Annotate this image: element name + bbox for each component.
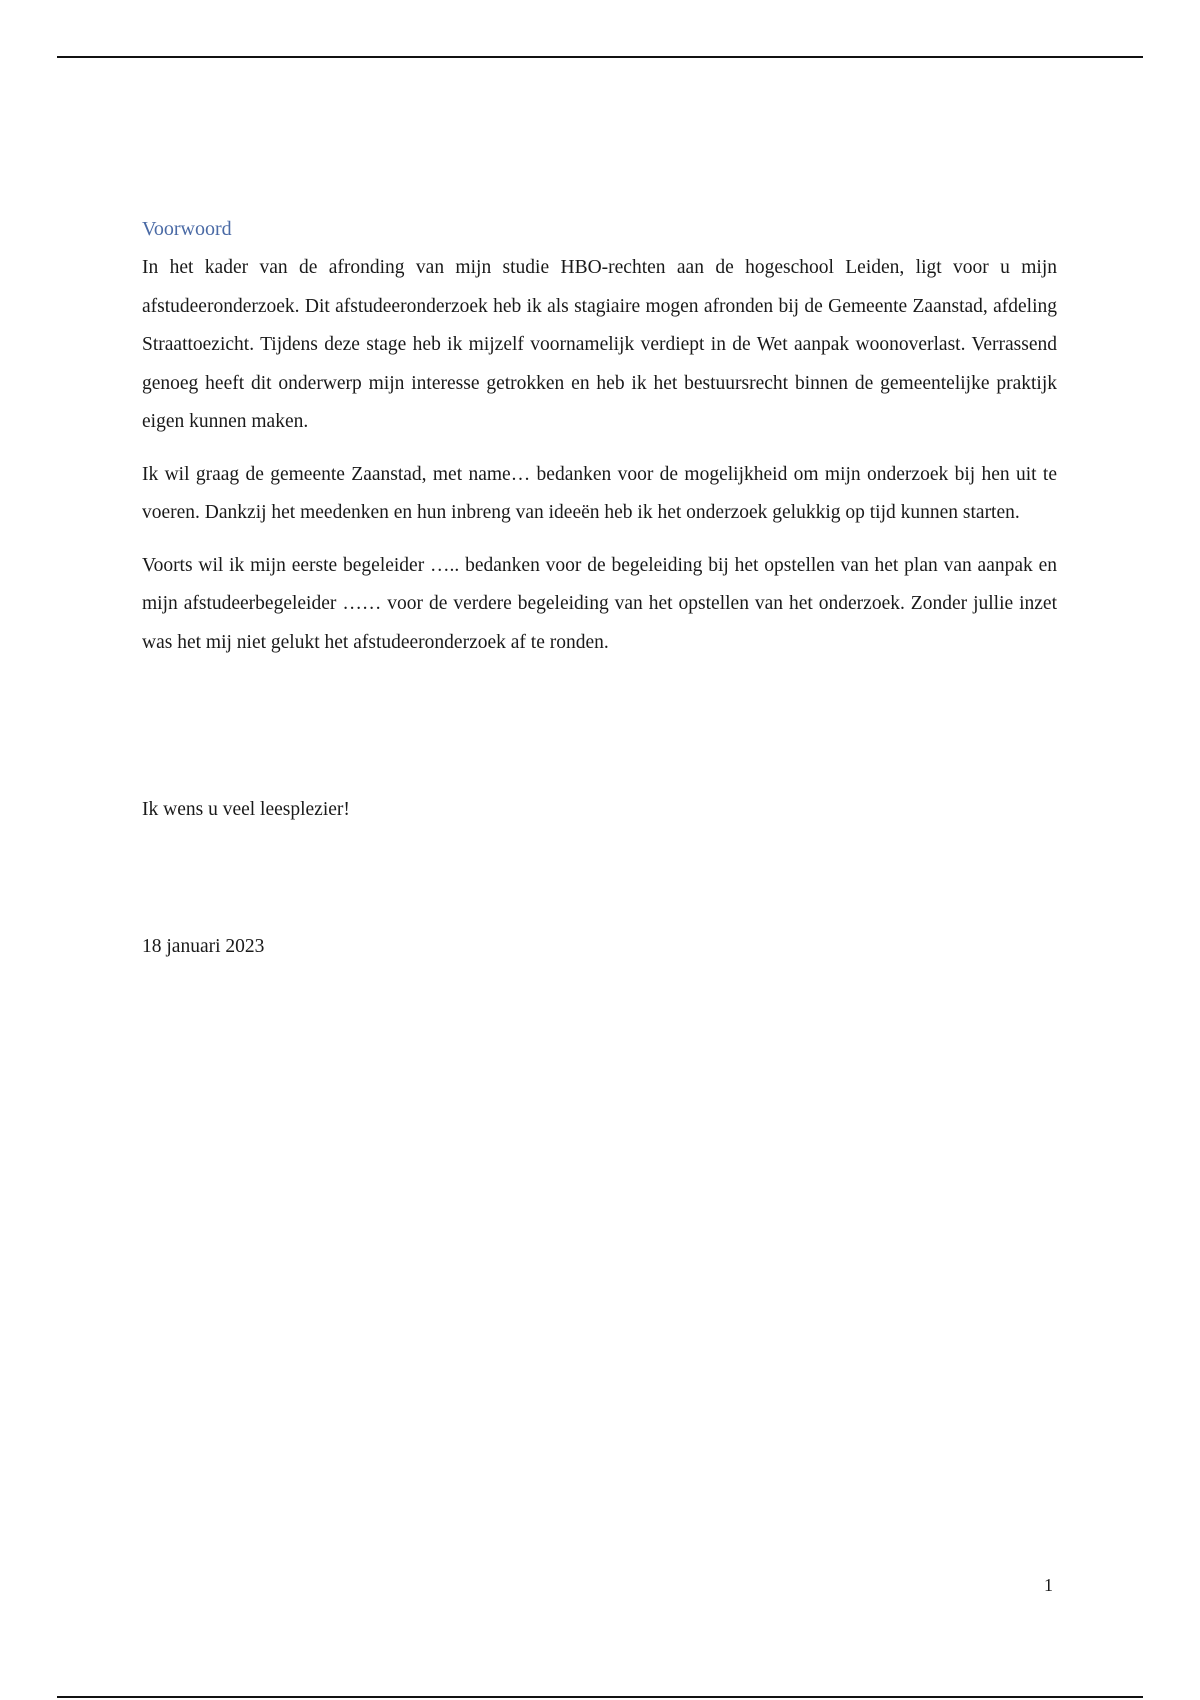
paragraph-thanks-municipality: Ik wil graag de gemeente Zaanstad, met name… bedanken voor de mogelijkheid om mijn onderzoek bij hen uit te voeren. Dankzij het meedenken en hun inbreng van ideeën heb ik het onderzoek gelukkig op tijd kunnen starten. (142, 463, 1057, 523)
document-body (142, 214, 1057, 676)
closing-line: Ik wens u veel leesplezier! (142, 799, 350, 820)
paragraph-thanks-supervisors: Voorts wil ik mijn eerste begeleider ….. bedanken voor de begeleiding bij het opstellen van het plan van aanpak en mijn afstudeerbegeleider …… voor de verdere begeleiding van het opstellen van het onderzoek. Zonder jullie inzet was het mij niet gelukt het afstudeeronderzoek af te ronden. (142, 554, 1057, 653)
page-number: 1 (1044, 1575, 1053, 1595)
header-rule (57, 56, 1143, 58)
section-heading: Voorwoord (142, 218, 232, 240)
document-date: 18 januari 2023 (142, 936, 265, 957)
footer-rule (57, 1696, 1143, 1698)
paragraph-intro: In het kader van de afronding van mijn studie HBO-rechten aan de hogeschool Leiden, ligt voor u mijn afstudeeronderzoek. Dit afstudeeronderzoek heb ik als stagiaire mogen afronden bij de Gemeente Zaanstad, afdeling Straattoezicht. Tijdens deze stage heb ik mijzelf voornamelijk verdiept in de Wet aanpak woonoverlast. Verrassend genoeg heeft dit onderwerp mijn interesse getrokken en heb ik het bestuursrecht binnen de gemeentelijke praktijk eigen kunnen maken. (142, 257, 1057, 432)
